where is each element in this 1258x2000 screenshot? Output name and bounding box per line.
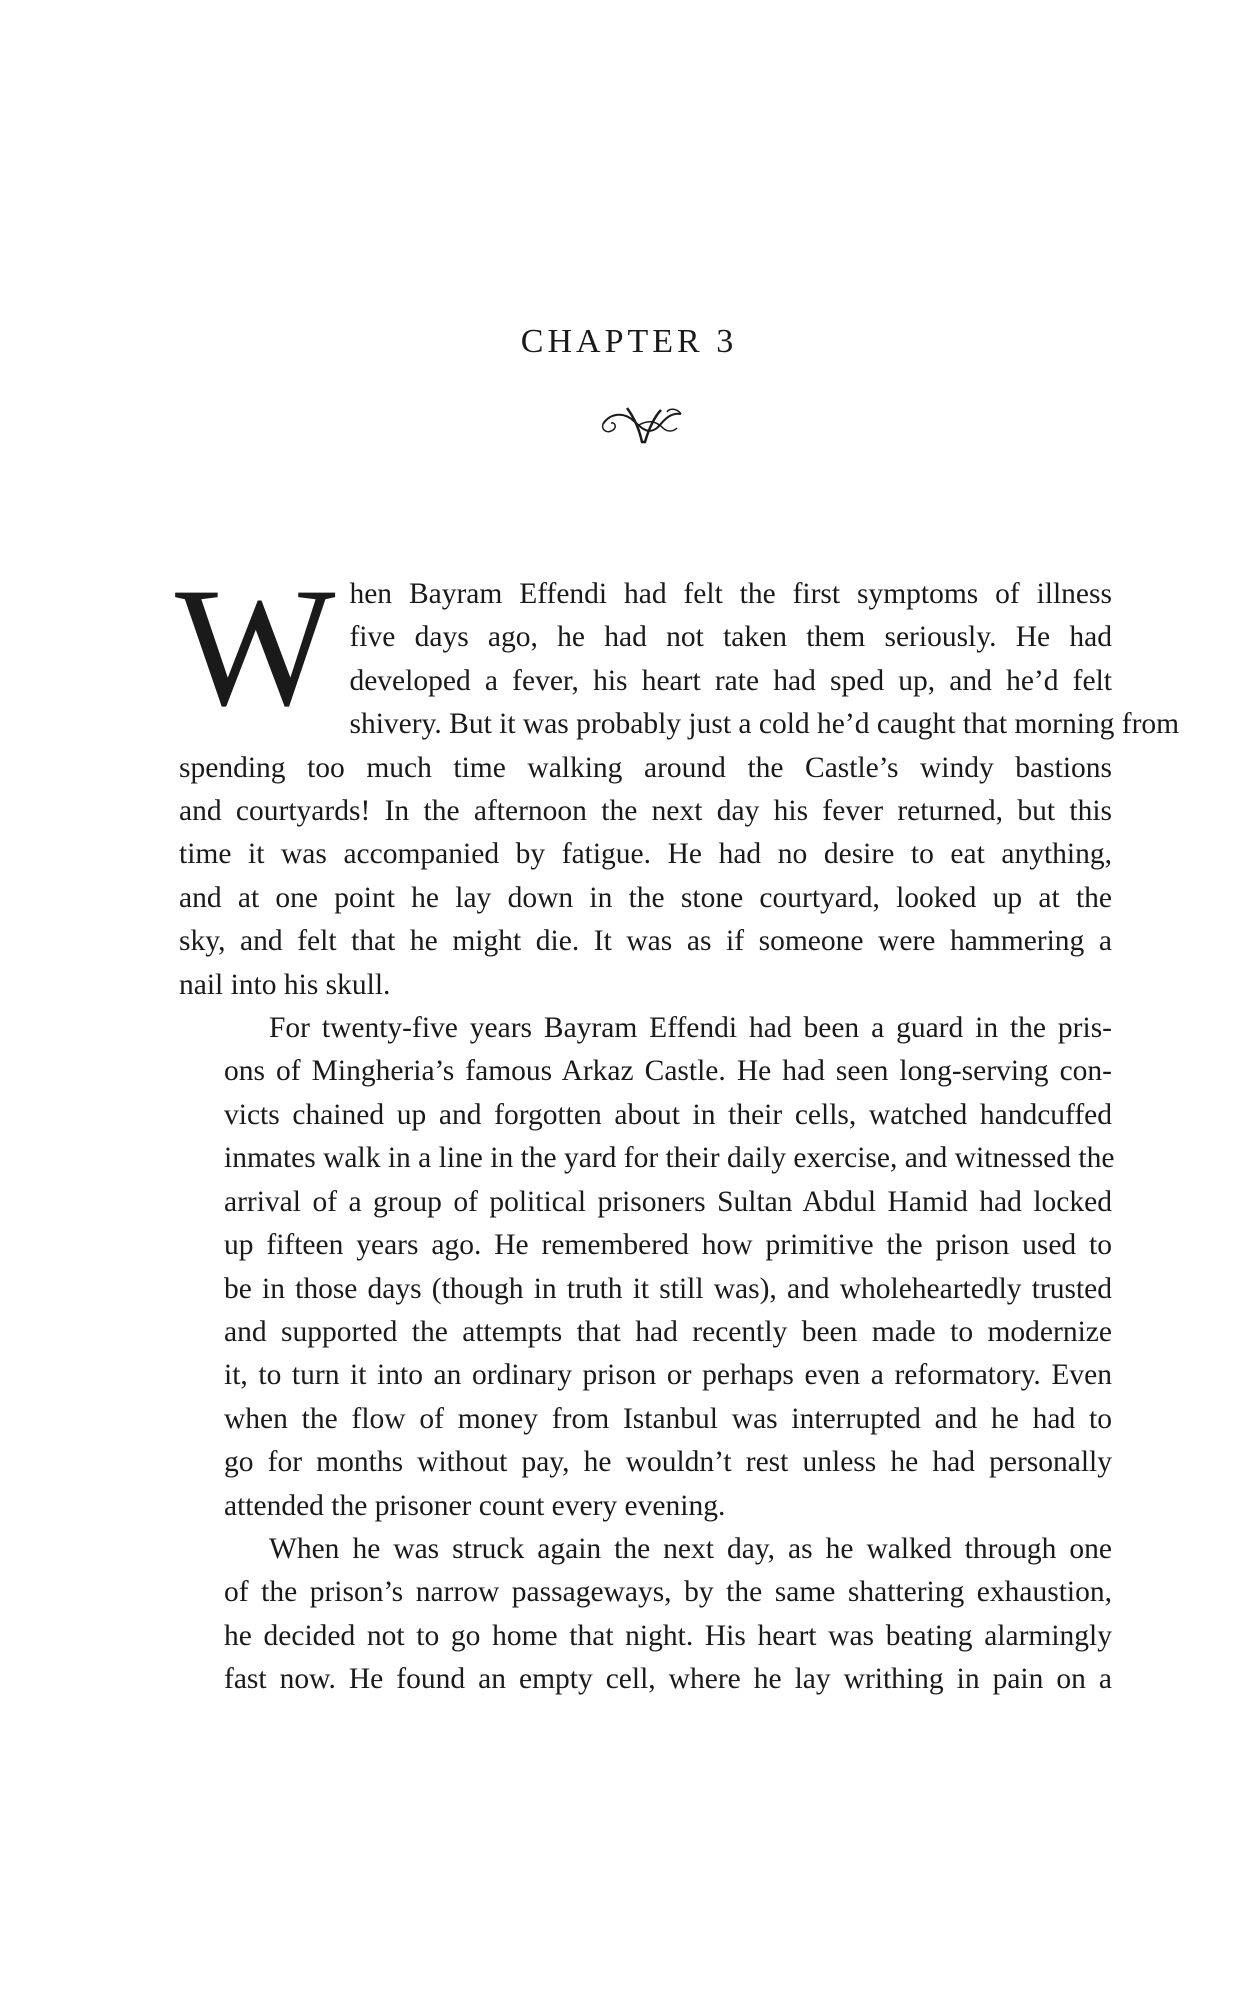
text-line: and at one point he lay down in the stone courtyard, looked up at the [179,881,1112,914]
text-line: when the flow of money from Istanbul was interrupted and he had to [224,1402,1112,1435]
text-line: spending too much time walking around the Castle’s windy bastions [179,751,1112,784]
text-line: go for months without pay, he wouldn’t rest unless he had personally [224,1446,1112,1479]
text-line: five days ago, he had not taken them seriously. He had [349,621,1112,654]
chapter-title: CHAPTER 3 [520,323,738,360]
text-line: he decided not to go home that night. His heart was beating alarmingly [224,1619,1112,1652]
text-line: hen Bayram Effendi had felt the first symptoms of illness [349,578,1112,610]
text-line: inmates walk in a line in the yard for their daily exercise, and witnessed the [224,1142,1115,1175]
paragraph-1 [175,553,1180,1007]
chapter-text [175,553,1180,1702]
fleuron-ornament-icon [597,398,687,448]
drop-cap: W [175,553,336,741]
text-line: time it was accompanied by fatigue. He had no desire to eat anything, [179,838,1112,871]
text-line: When he was struck again the next day, as he walked through one [269,1532,1112,1565]
text-line: arrival of a group of political prisoners Sultan Abdul Hamid had locked [224,1185,1112,1218]
text-line: fast now. He found an empty cell, where he lay writhing in pain on a [224,1663,1112,1696]
text-line: shivery. But it was probably just a cold he’d caught that morning from [349,708,1180,741]
text-line: be in those days (though in truth it still was), and wholeheartedly trusted [224,1272,1112,1305]
text-line: and supported the attempts that had recently been made to modernize [224,1315,1112,1348]
text-line: of the prison’s narrow passageways, by the same shattering exhaustion, [224,1576,1112,1609]
text-line: nail into his skull. [179,968,391,1001]
text-line: sky, and felt that he might die. It was as if someone were hammering a [179,925,1112,958]
paragraph-3 [179,1528,1112,1702]
text-line: ons of Mingheria’s famous Arkaz Castle. He had seen long-serving con- [224,1055,1112,1088]
text-line: For twenty-five years Bayram Effendi had been a guard in the pris- [269,1012,1112,1045]
text-line: and courtyards! In the afternoon the next day his fever returned, but this [179,795,1112,828]
text-line: attended the prisoner count every evening. [224,1489,726,1522]
text-line: developed a fever, his heart rate had sped up, and he’d felt [349,664,1112,697]
text-line: it, to turn it into an ordinary prison or perhaps even a reformatory. Even [224,1359,1112,1392]
paragraph-2 [179,1007,1115,1528]
text-line: victs chained up and forgotten about in their cells, watched handcuffed [224,1098,1112,1131]
text-line: up fifteen years ago. He remembered how primitive the prison used to [224,1229,1112,1262]
